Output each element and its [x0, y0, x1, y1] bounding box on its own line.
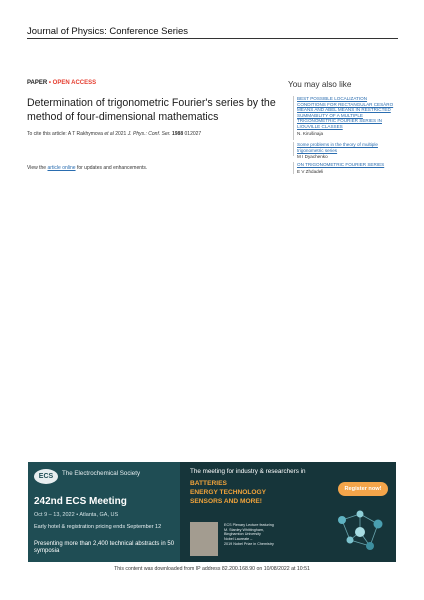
cite-journal: J. Phys.: Conf. Ser.: [127, 131, 171, 137]
paper-label: PAPER: [27, 80, 48, 86]
related-item: [297, 162, 397, 174]
topic-batteries: BATTERIES: [190, 480, 227, 487]
plenary-line: Binghamton University: [224, 532, 261, 537]
tag-separator: •: [47, 80, 53, 86]
banner-right-panel: [180, 462, 396, 562]
cite-number: 012027: [183, 131, 202, 137]
banner-topics: [190, 480, 266, 506]
molecule-graphic: [330, 506, 392, 558]
view-online-line: [27, 165, 147, 171]
related-title-link[interactable]: Some problems in the theory of multiple trigonometric series: [297, 142, 378, 153]
plenary-line: 2019 Nobel Prize in Chemistry: [224, 541, 274, 546]
related-item: [297, 96, 397, 136]
related-title-link[interactable]: BEST POSSIBLE LOCALIZATION CONDITIONS FOR RECTANGULAR CESÀRO MEANS AND ABEL MEANS IN RESTRICTED SUMMABILITY OF A MULTIPLE TRIGONOMETRIC FOURIER SERIES IN LIOUVILLE CLASSES: [297, 96, 394, 129]
topic-sensors: SENSORS AND MORE!: [190, 497, 262, 505]
related-divider: [293, 162, 294, 174]
header-rule: [27, 38, 398, 39]
paper-tag: [27, 80, 96, 86]
related-author: M I Dyachenko: [297, 154, 328, 160]
citation-line: [27, 131, 287, 137]
related-title-link[interactable]: ON TRIGONOMETRIC FOURIER SERIES: [297, 162, 385, 167]
banner-tagline: The meeting for industry & researchers in: [190, 468, 306, 475]
meeting-dates: Oct 9 – 13, 2022 • Atlanta, GA, US: [34, 512, 119, 518]
ecs-logo: ECS: [34, 469, 58, 484]
plenary-line: ECS Plenary Lecture featuring: [224, 523, 274, 527]
meeting-title: 242nd ECS Meeting: [34, 496, 127, 507]
view-suffix: for updates and enhancements.: [75, 165, 148, 171]
plenary-text: [224, 523, 314, 547]
article-online-link[interactable]: article online: [47, 165, 76, 171]
topic-energy: ENERGY TECHNOLOGY: [190, 488, 267, 496]
related-author: E V Zhdadeli: [297, 168, 324, 174]
download-footer: This content was downloaded from IP address 82.200.168.90 on 10/08/2022 at 10:51: [114, 566, 310, 572]
plenary-line: M. Stanley Whittingham,: [224, 527, 264, 532]
speaker-portrait-image: [190, 522, 218, 556]
cite-etal: et al: [104, 131, 114, 137]
article-title: Determination of trigonometric Fourier's series by the method of four-dimensional mathematics: [27, 97, 276, 123]
view-prefix: View the: [27, 165, 48, 171]
journal-name: Journal of Physics: Conference Series: [27, 26, 189, 37]
early-pricing-text: Early hotel & registration pricing ends September 12: [34, 524, 162, 530]
society-name: The Electrochemical Society: [62, 470, 141, 477]
related-author: N. Kirušinaja: [297, 130, 324, 136]
plenary-line: Nobel Laureate –: [224, 537, 253, 542]
banner-left-panel: [28, 462, 180, 562]
cite-volume: 1988: [170, 131, 184, 137]
cite-year: 2021: [113, 131, 128, 137]
cite-prefix: To cite this article: A T Rakhymova: [27, 131, 105, 137]
ecs-advertisement-banner[interactable]: [28, 462, 396, 562]
related-divider: [293, 142, 294, 156]
related-item: [297, 142, 397, 159]
register-now-button[interactable]: Register now!: [338, 482, 388, 496]
abstracts-text: Presenting more than 2,400 technical abstracts in 50 symposia: [34, 541, 175, 555]
related-divider: [293, 96, 294, 140]
you-may-also-like-heading: You may also like: [288, 80, 352, 89]
open-access-label: OPEN ACCESS: [52, 80, 97, 86]
